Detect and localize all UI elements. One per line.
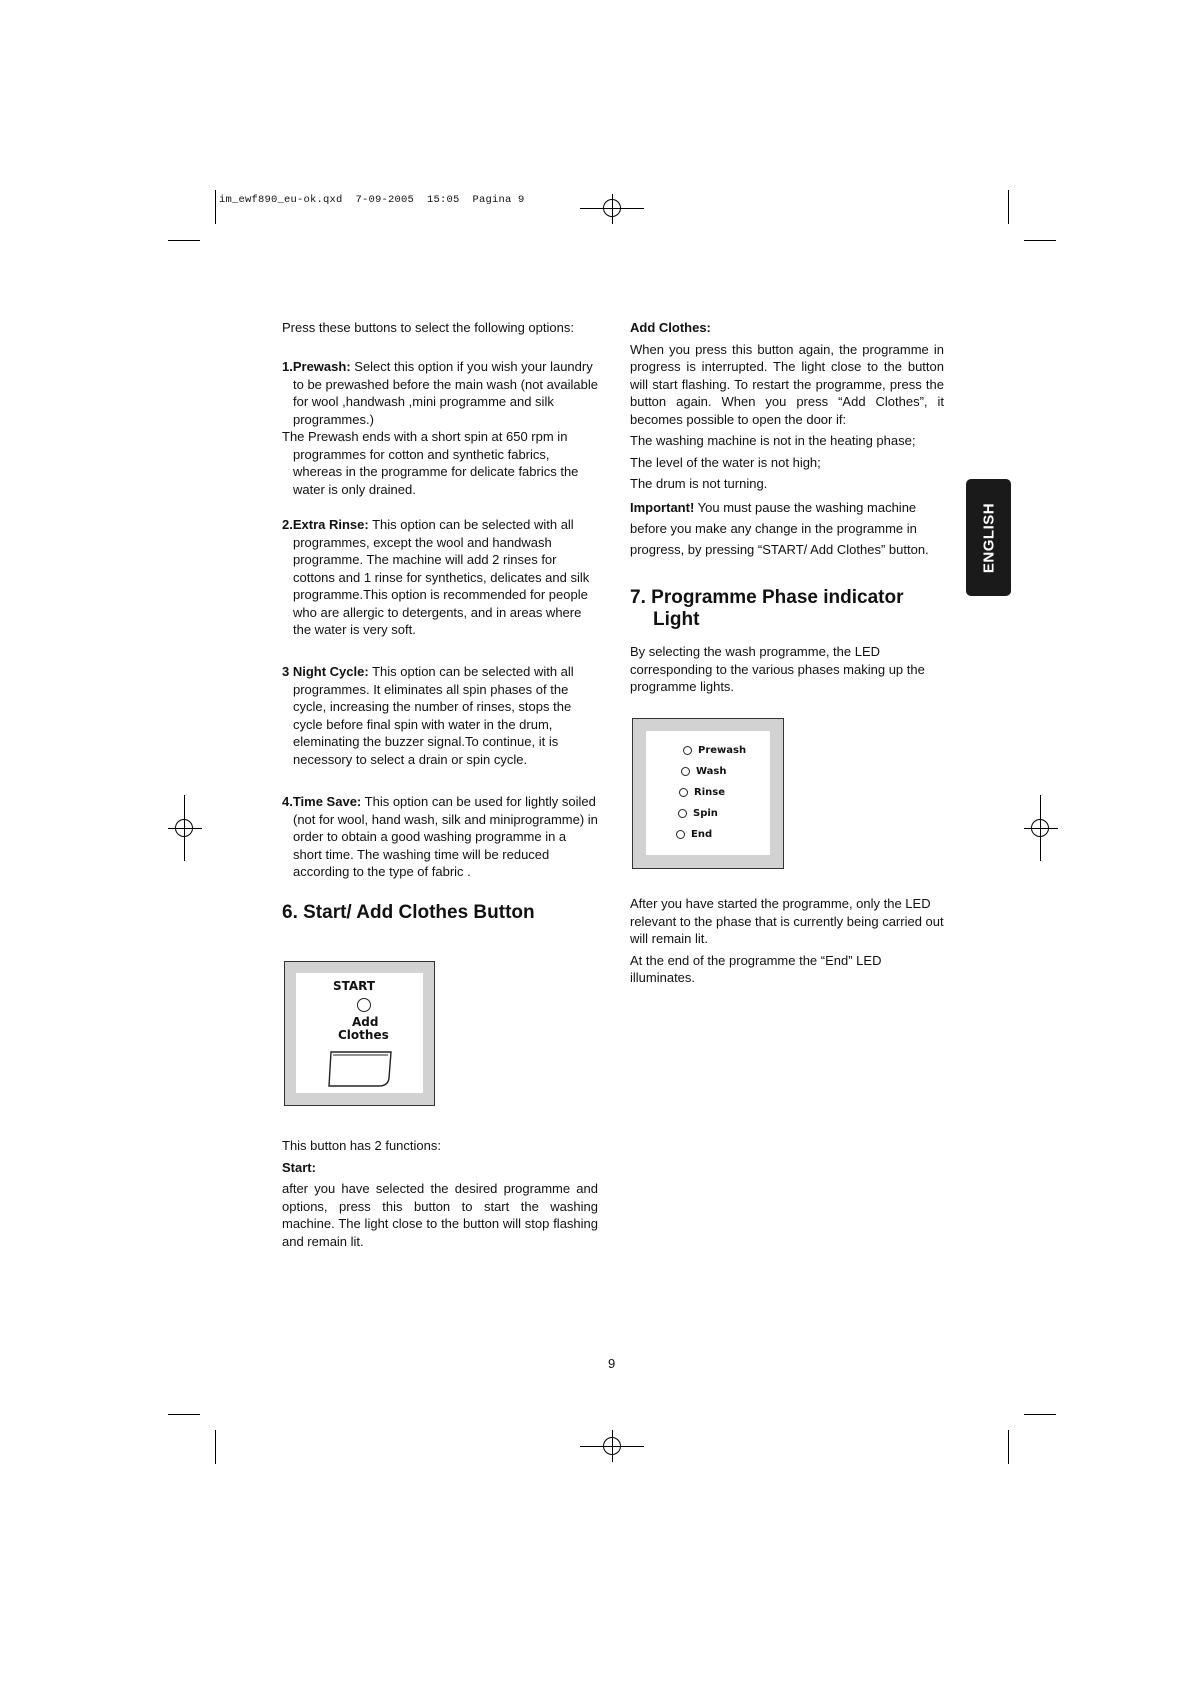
phase-row-prewash [683,745,746,756]
options-intro: Press these buttons to select the following options: [282,320,574,335]
option-time-save [282,793,598,881]
phase-row-wash [681,766,727,777]
crop-mark [215,190,216,224]
page-number: 9 [608,1356,616,1371]
option-text: This option can be selected with all programmes. It eliminates all spin phases of the cycle, increasing the number of rinses, stops the cycle before final spin with water in the drum, eleminating the buzzer signal.To continue, it is necessory to select a drain or spin cycle. [293,664,574,767]
phase-row-spin [678,808,718,819]
crop-mark [1024,240,1056,241]
phase-label: Rinse [694,787,725,798]
add-clothes-label: Add Clothes: [630,320,711,335]
phase-label: Wash [696,766,727,777]
led-icon [681,767,690,776]
option-label: 4.Time Save: [282,794,362,809]
crop-mark [1008,190,1009,224]
important-text: progress, by pressing “START/ Add Clothes” button. [630,541,929,557]
option-label: 2.Extra Rinse: [282,517,369,532]
option-prewash [282,358,598,498]
phase-intro [630,643,944,696]
section-7-title-line1: Programme Phase indicator [651,587,904,608]
functions-intro: This button has 2 functions: [282,1138,441,1153]
phase-after-text: After you have started the programme, only the LED relevant to the phase that is currently being carried out will remain lit. [630,896,944,946]
phase-row-rinse [679,787,725,798]
phase-label: Spin [693,808,718,819]
crop-mark [168,240,200,241]
functions-block [282,1137,598,1250]
option-label: 1.Prewash: [282,359,351,374]
option-night-cycle [282,663,598,768]
condition-item: The drum is not turning. [630,476,768,491]
option-label: 3 Night Cycle: [282,664,369,679]
push-button-icon [327,1048,395,1090]
section-6-heading: 6. Start/ Add Clothes Button [282,902,535,923]
crop-mark [1008,1430,1009,1464]
phase-row-end [676,829,712,840]
led-icon [679,788,688,797]
option-extra-rinse [282,516,598,639]
add-clothes-block [630,319,944,560]
important-text: You must pause the washing machine [694,499,917,515]
section-7-number: 7. [630,587,646,608]
start-led-icon [357,998,371,1012]
print-slug: im_ewf890_eu-ok.qxd 7-09-2005 15:05 Pagina 9 [219,194,525,206]
panel-start-label: START [333,979,376,993]
language-tab-label: ENGLISH [980,502,997,573]
language-tab [966,479,1011,596]
phase-label: End [691,829,713,840]
important-text: before you make any change in the programme in [630,520,917,536]
phase-indicator-panel [632,718,784,869]
start-text: after you have selected the desired programme and options, press this button to start the washing machine. The light close to the button will stop flashing and remain lit. [282,1181,598,1249]
add-clothes-text: When you press this button again, the programme in progress is interrupted. The light close to the button will start flashing. To restart the programme, press the button again. When you press “Add Clothes”, it becomes possible to open the door if: [630,341,944,427]
crop-mark [215,1430,216,1464]
led-icon [678,809,687,818]
crop-mark [1024,1414,1056,1415]
start-label: Start: [282,1159,316,1175]
left-column [282,319,598,337]
option-text: Select this option if you wish your laundry to be prewashed before the main wash (not available for wool ,handwash ,mini programme and silk programmes.) [293,359,598,427]
option-text: This option can be used for lightly soiled (not for wool, hand wash, silk and miniprogramme) in order to obtain a good washing programme in a short time. The washing time will be reduced according to the type of fabric . [293,794,598,879]
start-button-panel [284,961,435,1106]
condition-item: The washing machine is not in the heating phase; [630,433,916,448]
phase-after-block [630,895,944,987]
option-extra-text: The Prewash ends with a short spin at 650 rpm in programmes for cotton and synthetic fabrics, whereas in the programme for delicate fabrics the water is only drained. [282,429,579,497]
led-icon [676,830,685,839]
panel-clothes-label: Clothes [338,1028,389,1042]
option-text: This option can be selected with all programmes, except the wool and handwash programme. The machine will add 2 rinses for cottons and 1 rinse for synthetics, delicates and silk programme.This option is recommended for people who are allergic to detergents, and in areas where the water is very soft. [293,517,590,637]
section-7-heading [630,587,960,631]
section-7-title-line2: Light [653,609,700,630]
crop-mark [168,1414,200,1415]
phase-end-text: At the end of the programme the “End” LED illuminates. [630,952,882,985]
phase-label: Prewash [698,745,747,756]
important-label: Important! [630,499,695,515]
led-icon [683,746,692,755]
condition-item: The level of the water is not high; [630,454,821,470]
phase-intro-text: By selecting the wash programme, the LED corresponding to the various phases making up the programme lights. [630,644,925,694]
panel-add-label: Add [352,1015,379,1029]
